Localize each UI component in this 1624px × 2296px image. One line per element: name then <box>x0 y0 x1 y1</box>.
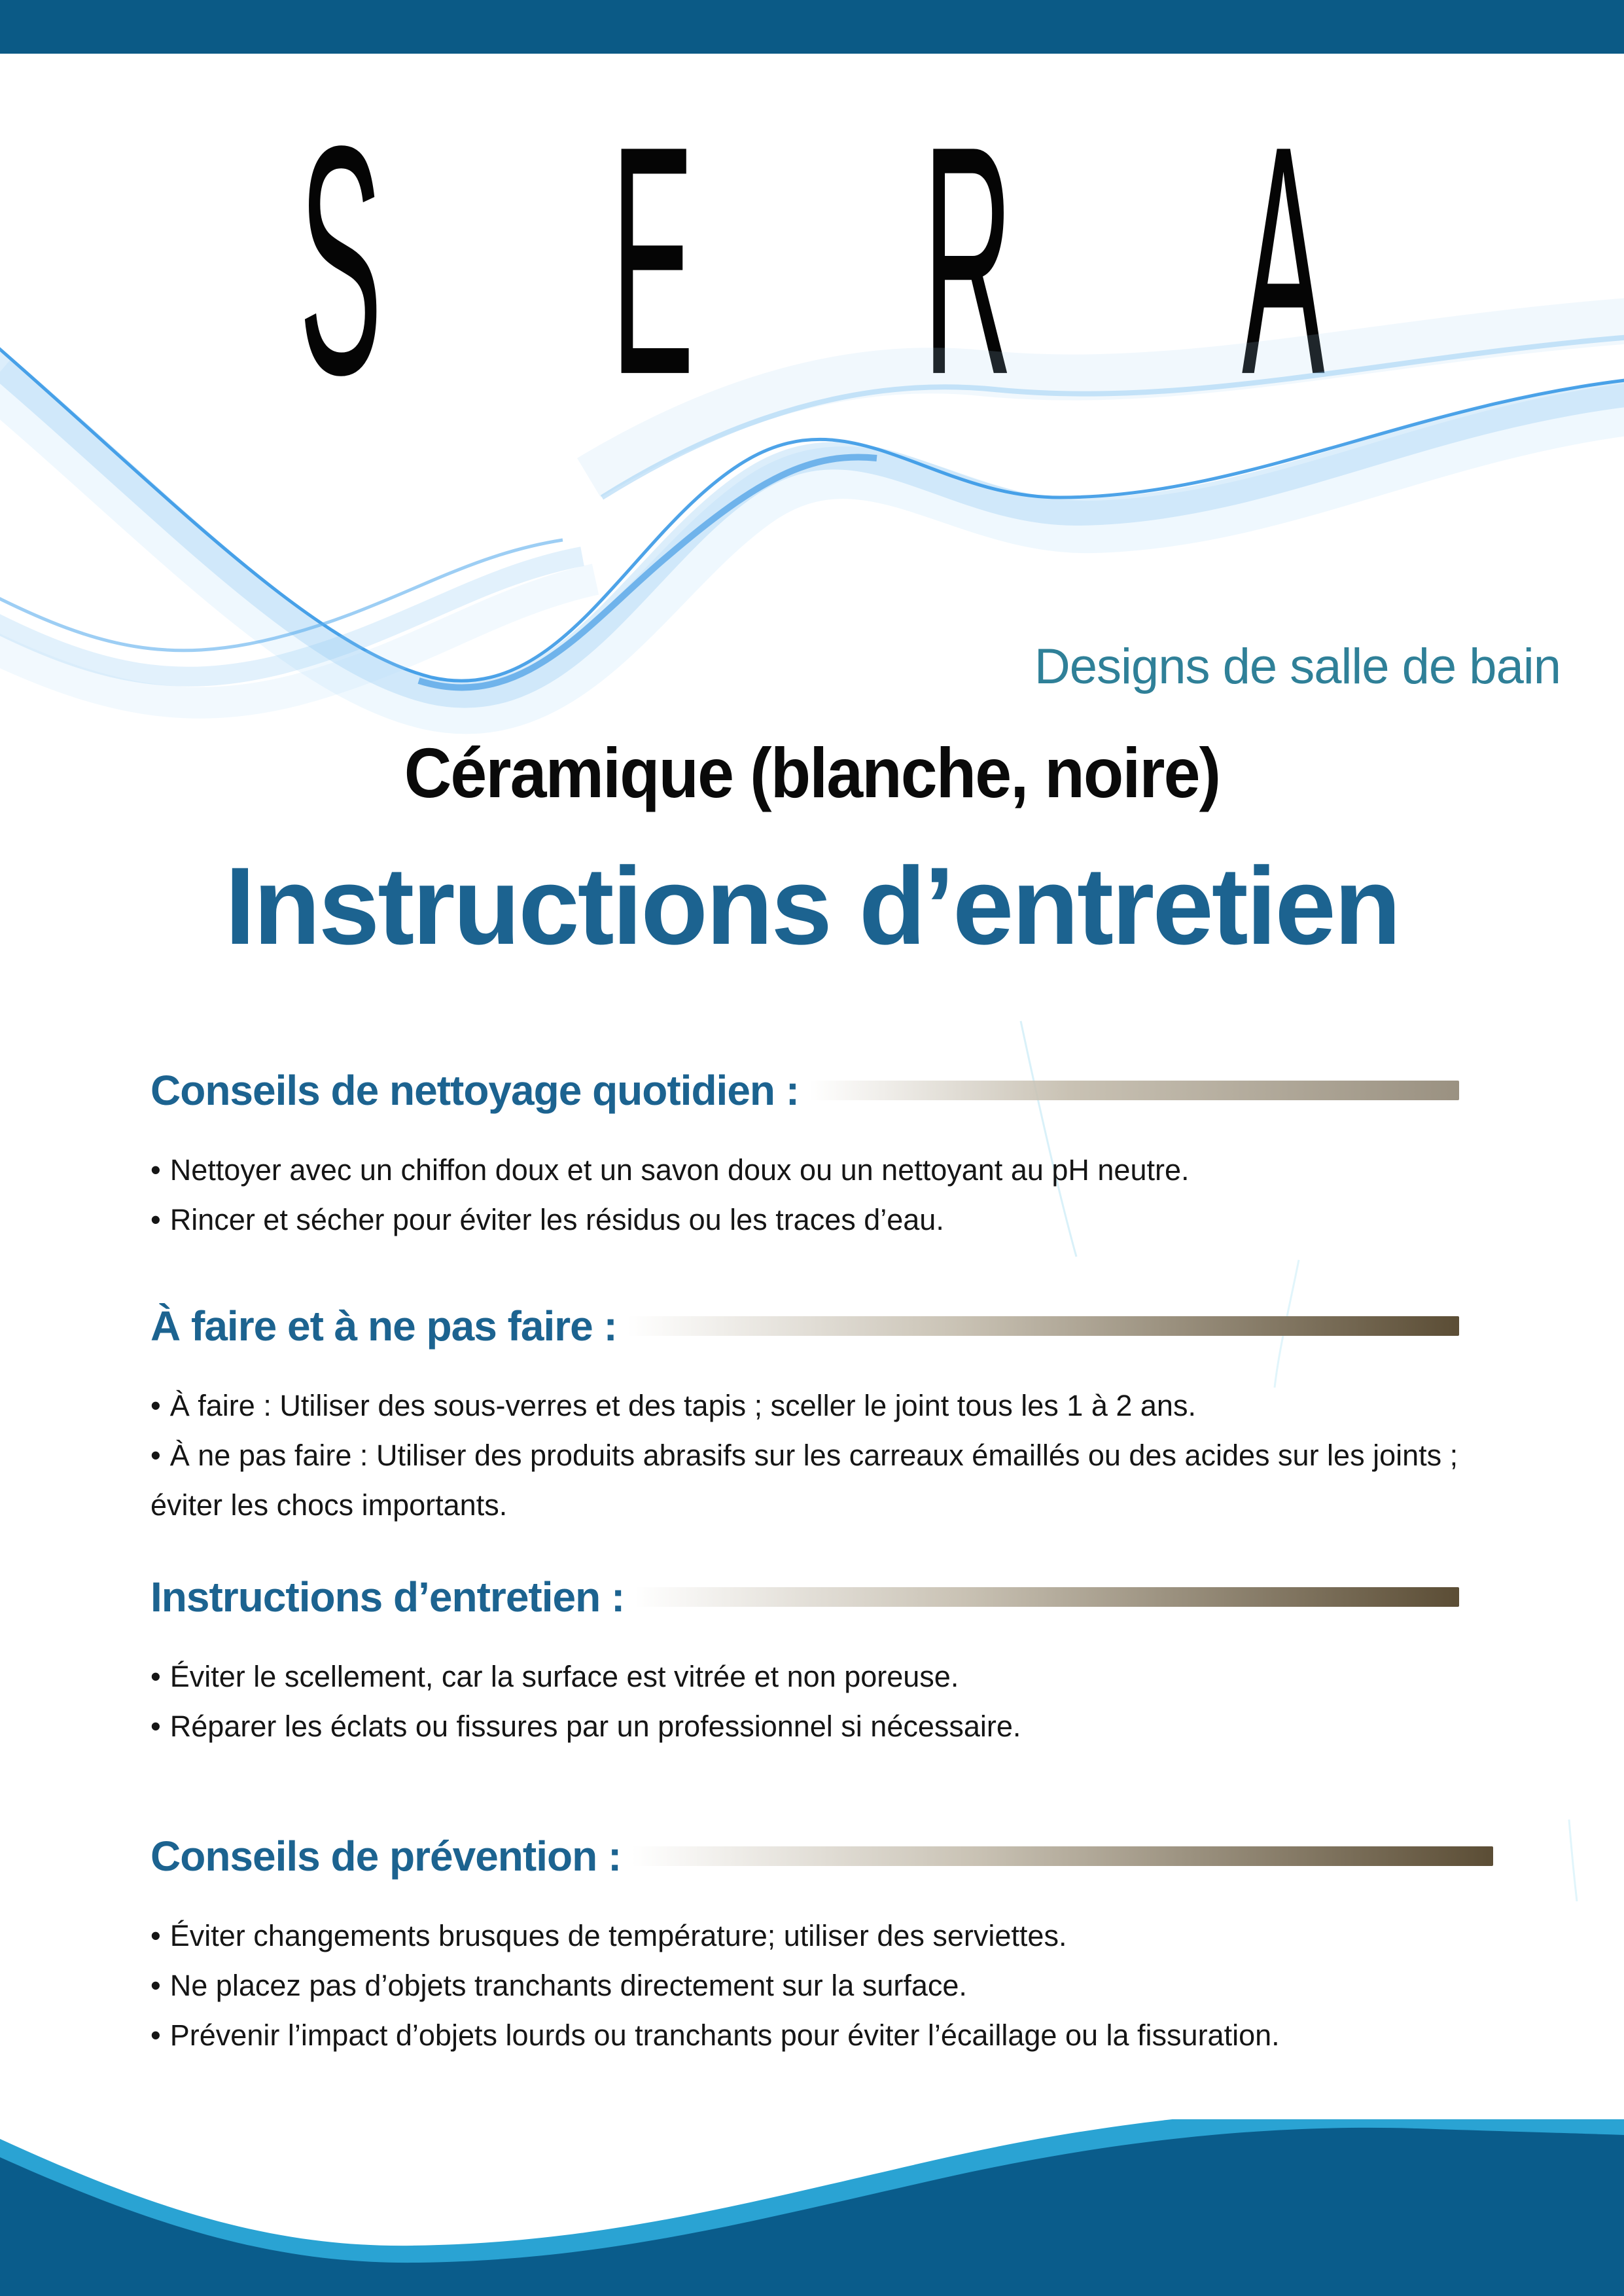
bullet-dot: • <box>150 1439 161 1472</box>
section-dos-donts <box>150 1301 1624 1530</box>
bullet-text: À ne pas faire : Utiliser des produits abrasifs sur les carreaux émaillés ou des acides sur les joints ; éviter les chocs importants. <box>150 1439 1458 1522</box>
list-item <box>150 1702 1538 1751</box>
bullet-text: Éviter le scellement, car la surface est vitrée et non poreuse. <box>169 1660 959 1693</box>
bullet-dot: • <box>150 1389 161 1422</box>
section-heading: Conseils de nettoyage quotidien : <box>150 1067 800 1114</box>
bullet-dot: • <box>150 1710 161 1743</box>
section-daily-cleaning <box>150 1066 1624 1245</box>
brand-text: SERA <box>299 79 1554 444</box>
bullet-list <box>150 1911 1538 2060</box>
bullet-text: À faire : Utiliser des sous-verres et des tapis ; sceller le joint tous les 1 à 2 ans. <box>169 1389 1196 1422</box>
section-heading-row <box>150 1831 1493 1881</box>
bullet-dot: • <box>150 2018 161 2052</box>
bullet-list <box>150 1145 1538 1245</box>
section-heading-row <box>150 1301 1459 1351</box>
bullet-text: Nettoyer avec un chiffon doux et un savon doux ou un nettoyant au pH neutre. <box>169 1153 1190 1187</box>
list-item <box>150 1961 1538 2011</box>
heading-gradient-bar <box>635 1587 1459 1607</box>
bullet-text: Prévenir l’impact d’objets lourds ou tranchants pour éviter l’écaillage ou la fissuration. <box>169 2018 1280 2052</box>
section-heading: À faire et à ne pas faire : <box>150 1302 617 1350</box>
list-item <box>150 1431 1538 1530</box>
list-item <box>150 1381 1538 1431</box>
bullet-text: Éviter changements brusques de température; utiliser des serviettes. <box>169 1919 1067 1952</box>
section-heading-row <box>150 1066 1459 1115</box>
bullet-text: Réparer les éclats ou fissures par un professionnel si nécessaire. <box>169 1710 1021 1743</box>
section-heading: Instructions d’entretien : <box>150 1573 625 1621</box>
bullet-list <box>150 1652 1538 1751</box>
list-item <box>150 1145 1538 1195</box>
list-item <box>150 1195 1538 1245</box>
list-item <box>150 1652 1538 1702</box>
list-item <box>150 1911 1538 1961</box>
heading-gradient-bar <box>627 1316 1459 1336</box>
heading-gradient-bar <box>631 1846 1493 1866</box>
section-care-instructions <box>150 1572 1624 1751</box>
list-item <box>150 2011 1538 2060</box>
top-color-bar <box>0 0 1624 54</box>
material-subtitle: Céramique (blanche, noire) <box>404 733 1220 812</box>
bullet-dot: • <box>150 1919 161 1952</box>
heading-gradient-bar <box>809 1081 1459 1100</box>
bullet-list <box>150 1381 1538 1530</box>
bullet-dot: • <box>150 1969 161 2002</box>
bullet-dot: • <box>150 1203 161 1236</box>
bullet-text: Rincer et sécher pour éviter les résidus ou les traces d’eau. <box>169 1203 944 1236</box>
bullet-dot: • <box>150 1153 161 1187</box>
section-heading: Conseils de prévention : <box>150 1833 622 1880</box>
bullet-dot: • <box>150 1660 161 1693</box>
brand-tagline: Designs de salle de bain <box>1034 639 1561 694</box>
section-prevention-tips <box>150 1831 1624 2060</box>
bullet-text: Ne placez pas d’objets tranchants directement sur la surface. <box>169 1969 967 2002</box>
page-title: Instructions d’entretien <box>224 844 1400 967</box>
footer-wave-icon <box>0 2119 1624 2296</box>
wave-decoration-icon <box>0 281 1624 779</box>
section-heading-row <box>150 1572 1459 1622</box>
